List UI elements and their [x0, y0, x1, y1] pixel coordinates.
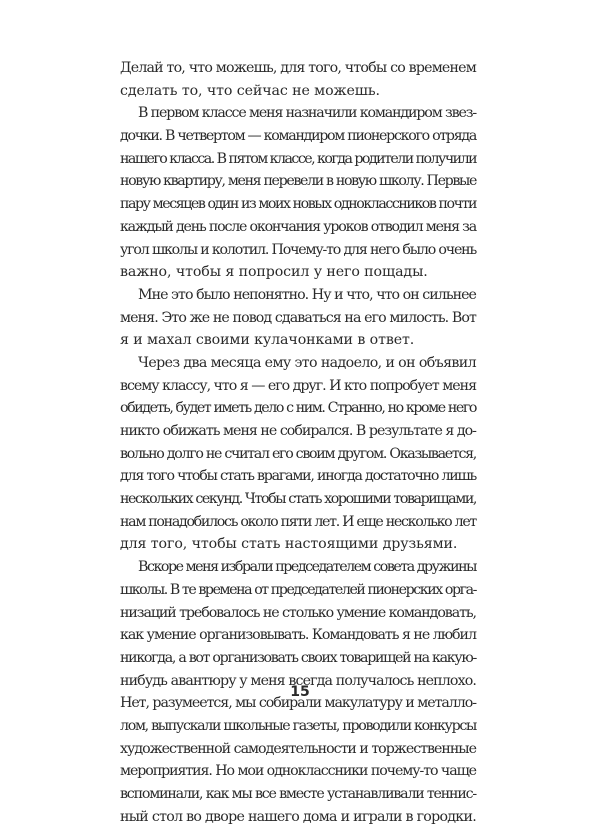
- paragraph-4-line: нам понадобилось около пяти лет. И еще несколько лет: [120, 513, 476, 530]
- paragraph-5-line: как умение организовывать. Командовать я не любил: [120, 627, 476, 644]
- paragraph-3-line: Мне это было непонятно. Ну и что, что он сильнее: [138, 286, 476, 303]
- paragraph-5-line: низаций требовалось не столько умение командовать,: [120, 604, 476, 621]
- paragraph-5-line: мероприятия. Но мои одноклассники почему-то чаще: [120, 763, 476, 780]
- paragraph-4-line: никто обижать меня не собирался. В результате я до-: [120, 423, 476, 439]
- paragraph-4-line: обидеть, будет иметь дело с ним. Странно, но кроме него: [120, 400, 476, 417]
- paragraph-1-line: Делай то, что можешь, для того, чтобы со временем: [120, 60, 476, 76]
- paragraph-4-line: для того, чтобы стать настоящими друзьями.: [120, 536, 458, 553]
- paragraph-4-line: всему классу, что я — его друг. И кто попробует меня: [120, 377, 476, 394]
- paragraph-4-line: нескольких секунд. Чтобы стать хорошими товарищами,: [120, 491, 476, 508]
- paragraph-2-line: новую квартиру, меня перевели в новую школу. Первые: [120, 173, 476, 190]
- paragraph-2-line: важно, чтобы я попросил у него пощады.: [120, 264, 428, 281]
- page-number: 15: [290, 684, 310, 700]
- paragraph-4-line: для того чтобы стать врагами, иногда достаточно лишь: [120, 468, 476, 485]
- paragraph-2-line: нашего класса. В пятом классе, когда родители получили: [120, 150, 476, 167]
- paragraph-2-line: каждый день после окончания уроков отводил меня за: [120, 218, 476, 235]
- paragraph-5-line: лом, выпускали школьные газеты, проводили конкурсы: [120, 717, 476, 734]
- paragraph-5-line: нибудь авантюру у меня всегда получалось неплохо.: [120, 672, 476, 689]
- paragraph-2-line: дочки. В четвертом — командиром пионерского отряда: [120, 128, 476, 145]
- paragraph-5-line: школы. В те времена от председателей пионерских орга-: [120, 581, 476, 598]
- body-text: [120, 57, 476, 828]
- paragraph-3-line: я и махал своими кулачонками в ответ.: [120, 332, 415, 349]
- paragraph-4-line: вольно долго не считал его своим другом. Оказывается,: [120, 445, 476, 462]
- paragraph-3-line: меня. Это же не повод сдаваться на его милость. Вот: [120, 309, 477, 326]
- paragraph-5-line: ный стол во дворе нашего дома и играли в городки.: [120, 808, 476, 825]
- paragraph-5-line: Вскоре меня избрали председателем совета дружины: [138, 559, 476, 576]
- paragraph-2-line: пару месяцев один из моих новых одноклассников почти: [120, 196, 476, 213]
- paragraph-2-line: угол школы и колотил. Почему-то для него было очень: [120, 241, 476, 258]
- paragraph-5-line: вспоминали, как мы все вместе устанавливали теннис-: [120, 786, 476, 802]
- paragraph-5-line: художественной самодеятельности и торжественные: [120, 740, 476, 757]
- paragraph-1-line: сделать то, что сейчас не можешь.: [120, 82, 380, 99]
- paragraph-2-line: В первом классе меня назначили командиром звез-: [138, 105, 476, 122]
- paragraph-5-line: Нет, разумеется, мы собирали макулатуру и металло-: [120, 695, 477, 712]
- paragraph-4-line: Через два месяца ему это надоело, и он объявил: [138, 354, 476, 371]
- paragraph-5-line: никогда, а вот организовать своих товарищей на какую-: [120, 649, 476, 666]
